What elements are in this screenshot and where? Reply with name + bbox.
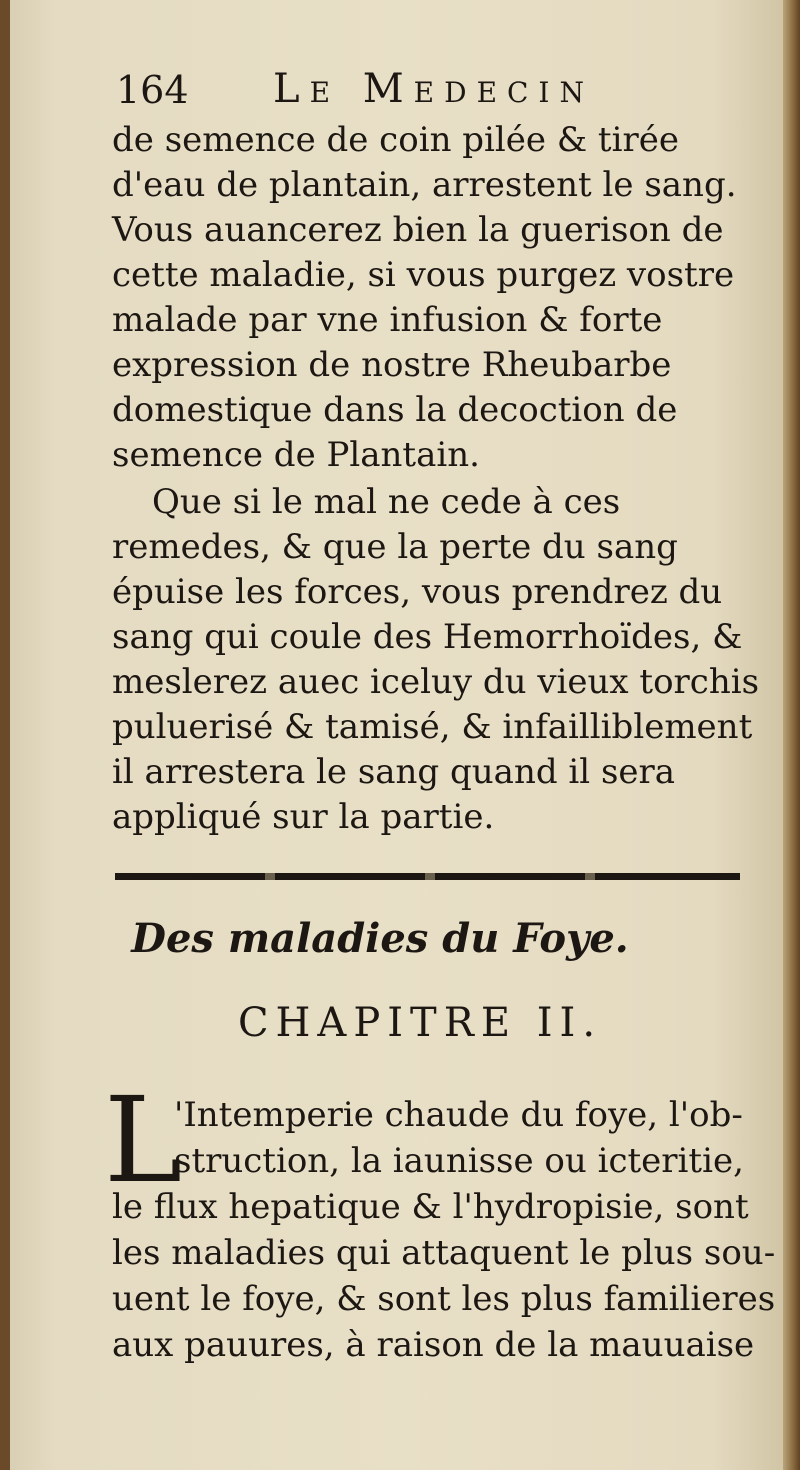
text-line: les maladies qui attaquent le plus sou- xyxy=(112,1233,776,1273)
running-head: Le Medecin xyxy=(273,66,594,112)
text-line: 'Intemperie chaude du foye, l'ob- xyxy=(174,1095,743,1135)
text-line: struction, la iaunisse ou icteritie, xyxy=(174,1141,744,1181)
section-title: Des maladies du Foye. xyxy=(131,915,629,962)
chapter-body xyxy=(112,1092,776,1368)
ornamental-rule xyxy=(115,873,740,880)
paragraph-text: de semence de coin pilée & tirée d'eau de plantain, arrestent le sang. Vous auancerez bien la guerison de cette maladie, si vous purgez vostre malade par vne infusion & forte expression de nostre Rheubarbe domestique dans la decoction de semence de Plantain. xyxy=(112,120,737,475)
paragraph-text: Que si le mal ne cede à ces remedes, & que la perte du sang épuise les forces, vous prendrez du sang qui coule des Hemorrhoïdes, & meslerez auec iceluy du vieux torchis puluerisé & tamisé, & infailliblement il arrestera le sang quand il sera appliqué sur la partie. xyxy=(112,482,760,837)
drop-cap: L xyxy=(104,1071,183,1209)
paragraph-2 xyxy=(112,480,760,840)
text-line: aux pauures, à raison de la mauuaise xyxy=(112,1325,755,1365)
page-header xyxy=(108,62,748,122)
text-line: le flux hepatique & l'hydropisie, sont xyxy=(112,1187,749,1227)
page-edge xyxy=(783,0,800,1470)
text-line: uent le foye, & sont les plus familieres xyxy=(112,1279,776,1319)
page-number: 164 xyxy=(116,68,189,112)
paragraph-1 xyxy=(112,118,760,478)
chapter-heading: CHAPITRE II. xyxy=(237,1000,603,1046)
